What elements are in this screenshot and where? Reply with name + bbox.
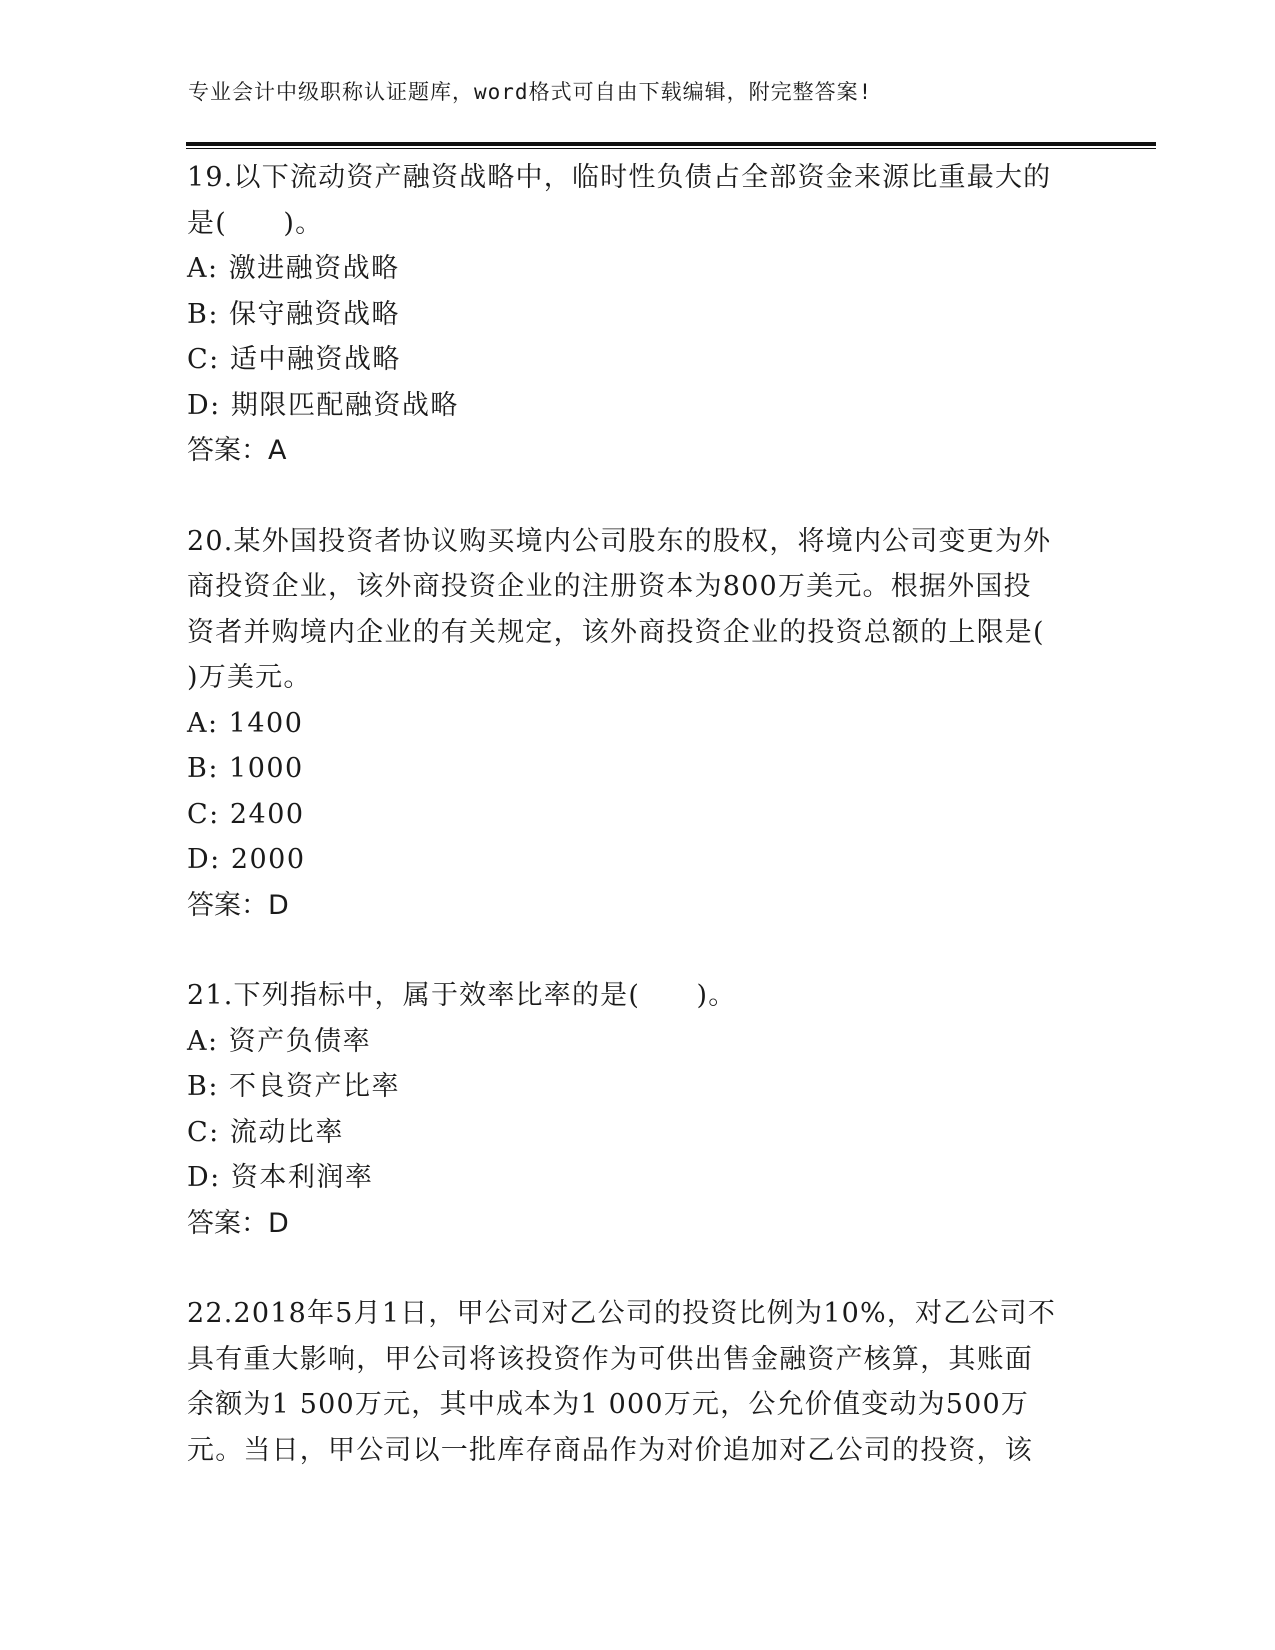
spacer	[187, 1246, 1087, 1291]
option-a: A: 资产负债率	[187, 1025, 372, 1057]
option-b: B: 1000	[187, 753, 304, 784]
answer-line: 答案：D	[187, 889, 289, 921]
question-22	[187, 1291, 1087, 1473]
option-c: C: 流动比率	[187, 1116, 344, 1148]
option-b: B: 不良资产比率	[187, 1071, 401, 1102]
option-c: C: 2400	[187, 798, 305, 830]
option-d: D: 期限匹配融资战略	[187, 389, 459, 421]
question-stem-line: 21.下列指标中，属于效率比率的是( )。	[187, 980, 737, 1011]
question-19	[187, 155, 1087, 474]
option-c: C: 适中融资战略	[187, 344, 401, 375]
page-header: 专业会计中级职称认证题库，word格式可自由下载编辑，附完整答案!	[188, 80, 873, 104]
question-20	[187, 519, 1087, 929]
question-stem-line: 元。当日，甲公司以一批库存商品作为对价追加对乙公司的投资，该	[187, 1434, 1033, 1466]
header-rule	[186, 142, 1156, 149]
header-rule-thin	[186, 148, 1156, 149]
option-b: B: 保守融资战略	[187, 298, 401, 330]
answer-line: 答案：D	[187, 1207, 289, 1239]
question-stem-line: 资者并购境内企业的有关规定，该外商投资企业的投资总额的上限是(	[187, 616, 1045, 648]
spacer	[187, 928, 1087, 973]
spacer	[187, 474, 1087, 519]
question-stem-line: 是( )。	[187, 207, 324, 239]
question-stem-line: 商投资企业，该外商投资企业的注册资本为800万美元。根据外国投	[187, 571, 1032, 602]
option-a: A: 激进融资战略	[187, 253, 400, 284]
question-stem-line: 余额为1 500万元，其中成本为1 000万元，公允价值变动为500万	[187, 1389, 1030, 1420]
question-stem-line: 20.某外国投资者协议购买境内公司股东的股权，将境内公司变更为外	[187, 525, 1052, 557]
question-stem-line: 22.2018年5月1日，甲公司对乙公司的投资比例为10%，对乙公司不	[187, 1298, 1057, 1329]
question-list	[187, 155, 1087, 1473]
header-rule-thick	[186, 142, 1156, 146]
option-d: D: 2000	[187, 844, 306, 875]
option-d: D: 资本利润率	[187, 1162, 374, 1193]
question-21	[187, 973, 1087, 1246]
question-stem-line: 具有重大影响，甲公司将该投资作为可供出售金融资产核算，其账面	[187, 1343, 1033, 1375]
question-stem-line: )万美元。	[187, 662, 312, 693]
option-a: A: 1400	[187, 707, 304, 739]
answer-line: 答案：A	[187, 435, 287, 466]
question-stem-line: 19.以下流动资产融资战略中，临时性负债占全部资金来源比重最大的	[187, 162, 1052, 193]
